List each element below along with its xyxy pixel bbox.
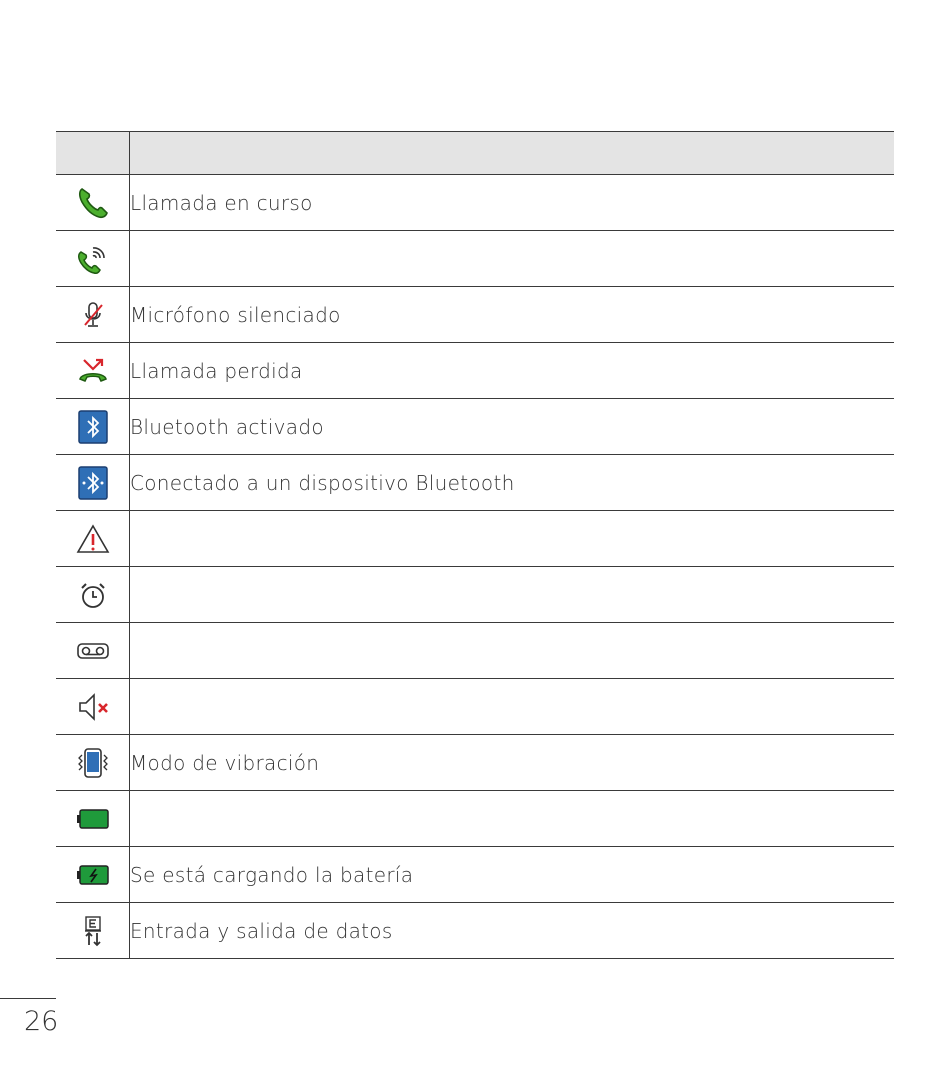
alarm-icon [76,578,110,612]
table-row [56,231,894,287]
row-description [130,567,895,623]
table-row [56,399,894,455]
sound-off-icon [76,690,110,724]
table-row [56,735,894,791]
missed-call-icon [76,354,110,388]
vibrate-mode-icon [76,746,110,780]
table-row [56,455,894,511]
call-wireless-icon [76,242,110,276]
bluetooth-on-icon [76,410,110,444]
footer-rule [0,998,56,999]
voicemail-icon [76,634,110,668]
row-description: Llamada en curso [130,175,895,231]
page-number: 26 [24,1006,59,1037]
row-description [130,511,895,567]
call-in-progress-icon [76,186,110,220]
table-row [56,175,894,231]
warning-icon [76,522,110,556]
battery-full-icon [76,802,110,836]
row-description: Micrófono silenciado [130,287,895,343]
table-header-row [56,132,894,175]
bluetooth-connected-icon [76,466,110,500]
header-icon-column [56,132,130,175]
row-description [130,791,895,847]
row-description: Conectado a un dispositivo Bluetooth [130,455,895,511]
row-description: Bluetooth activado [130,399,895,455]
table-row [56,791,894,847]
row-description [130,623,895,679]
table-row [56,679,894,735]
table-row [56,623,894,679]
battery-charging-icon [76,858,110,892]
table-row [56,287,894,343]
table-row [56,903,894,959]
microphone-muted-icon [76,298,110,332]
row-description [130,231,895,287]
table-row [56,343,894,399]
row-description: Modo de vibración [130,735,895,791]
row-description: Se está cargando la batería [130,847,895,903]
table-row [56,511,894,567]
row-description: Entrada y salida de datos [130,903,895,959]
row-description: Llamada perdida [130,343,895,399]
header-description-column [130,132,895,175]
row-description [130,679,895,735]
status-icons-table [56,131,894,959]
table-row [56,847,894,903]
edge-data-icon [76,914,110,948]
table-row [56,567,894,623]
